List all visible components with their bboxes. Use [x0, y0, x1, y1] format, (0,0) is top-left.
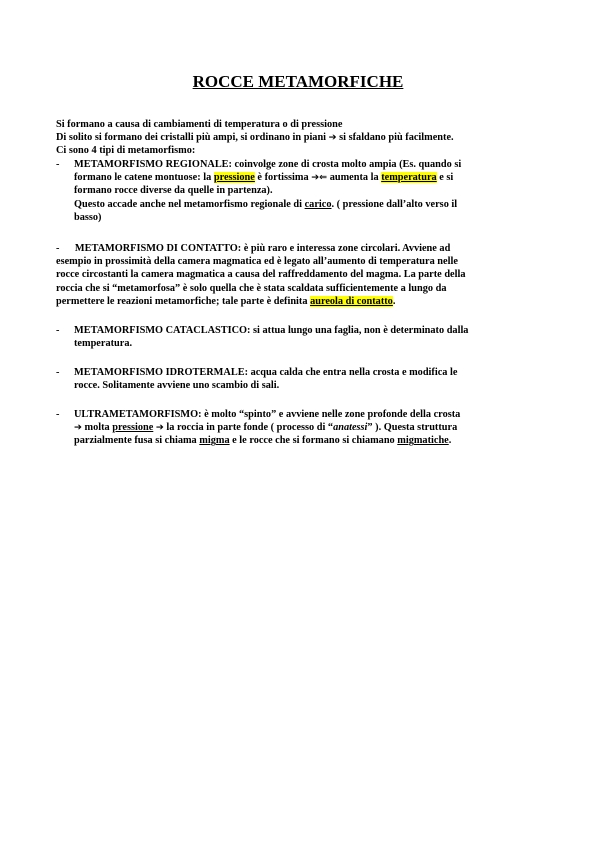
underlined-term: pressione [112, 422, 154, 434]
section-cataclastico: - METAMORFISMO CATACLASTICO: si attua lungo una faglia, non è determinato dalla temperatura. [56, 325, 469, 350]
intro-paragraph [56, 118, 542, 158]
intro-line: Di solito si formano dei cristalli più ampi, si ordinano in piani ➔ si sfaldano più facilmente. [56, 132, 454, 144]
list-dash: - [56, 367, 60, 378]
italic-term: anatessi [333, 422, 368, 434]
section-ultrametamorfismo: - ULTRAMETAMORFISMO: è molto “spinto” e avviene nelle zone profonde della crosta ➔ molta pressione ➔ la roccia in parte fonde ( processo di “anatessi” ). Questa struttura parzialmente fusa si chiama migma e le rocce che si formano si chiamano migmatiche. [56, 409, 461, 447]
underlined-term: migmatiche [397, 435, 449, 447]
section-regionale: - METAMORFISMO REGIONALE: coinvolge zone di crosta molto ampia (Es. quando si formano le catene montuose: la pressione è fortissima ➔⇐ aumenta la temperatura e si formano rocce diverse da quelle in partenza). Questo accade anche nel metamorfismo regionale di carico. ( pressione dall’alto verso il basso) [56, 159, 462, 223]
list-dash: - [56, 159, 60, 170]
arrow-right-icon: ➔ [155, 422, 164, 434]
list-dash: - [56, 409, 60, 420]
arrow-left-icon: ⇐ [319, 172, 328, 184]
highlight-pressione: pressione [213, 172, 255, 184]
highlight-aureola: aureola di contatto [310, 295, 393, 307]
underlined-term: carico [304, 198, 332, 210]
page-title: ROCCE METAMORFICHE [192, 72, 404, 91]
intro-line: Si formano a causa di cambiamenti di temperatura o di pressione [56, 119, 343, 130]
list-dash: - [56, 325, 60, 336]
arrow-right-icon: ➔ [74, 422, 82, 434]
arrow-right-icon: ➔ [311, 172, 320, 184]
underlined-term: migma [199, 435, 230, 447]
section-contatto: - METAMORFISMO DI CONTATTO: è più raro e interessa zone circolari. Avviene ad esempio in prossimità della camera magmatica ed è legato all’aumento di temperatura nelle rocce circostanti la camera magmatica a causa del raffreddamento del magma. La parte della roccia che si “metamorfosa” è solo quella che è stata scaldata sufficientemente a lungo da permettere le reazioni metamorfiche; tale parte è definita aureola di contatto. [56, 243, 466, 307]
highlight-temperatura: temperatura [381, 172, 437, 184]
section-idrotermale: - METAMORFISMO IDROTERMALE: acqua calda che entra nella crosta e modifica le rocce. Solitamente avviene uno scambio di sali. [56, 367, 458, 392]
intro-line: Ci sono 4 tipi di metamorfismo: [56, 145, 196, 157]
arrow-right-icon: ➔ [328, 132, 337, 144]
